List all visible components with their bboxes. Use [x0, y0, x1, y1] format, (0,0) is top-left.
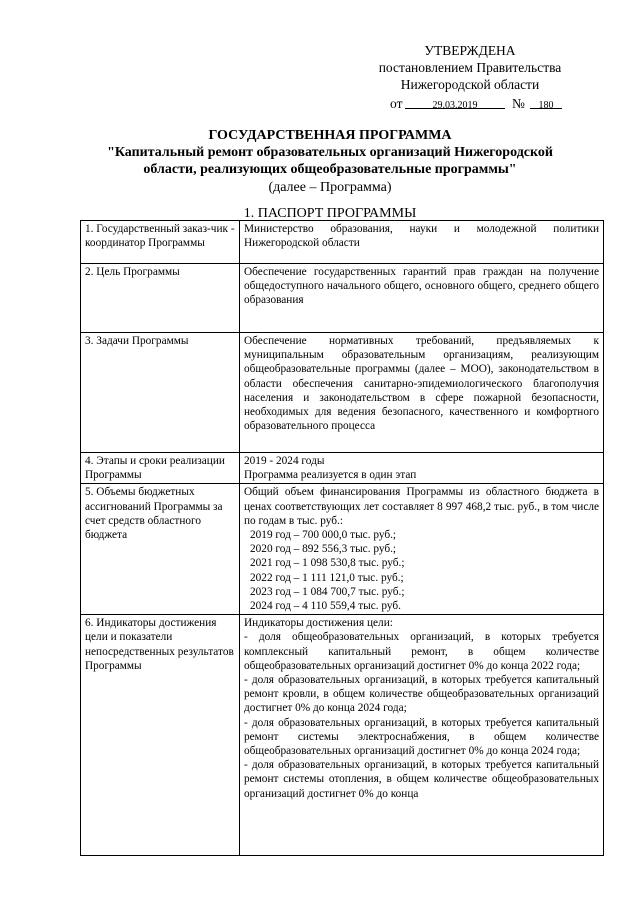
stage-text: Программа реализуется в один этап	[244, 469, 417, 482]
program-passport-table	[80, 220, 604, 856]
approved-label: УТВЕРЖДЕНА	[424, 43, 516, 58]
table-row	[81, 615, 604, 856]
row-label: 5. Объемы бюджетных ассигнований Программы за счет средств областного бюджета	[81, 484, 240, 615]
row-value	[240, 615, 604, 856]
section-title: 1. ПАСПОРТ ПРОГРАММЫ	[243, 206, 417, 221]
funding-year-item: 2021 год – 1 098 530,8 тыс. руб.;	[250, 557, 405, 570]
approval-stamp	[340, 42, 600, 110]
decree-number: 180	[538, 100, 554, 111]
indicator-item: - доля образовательных организаций, в которых требуется капитальный ремонт системы электроснабжения, в общем количестве общеобразовательных организаций достигнет 0% до конца 2024 года;	[244, 716, 599, 758]
row-value: Обеспечение государственных гарантий прав граждан на получение общедоступного начального общего, основного общего, среднего общего образования	[240, 264, 604, 333]
program-title-line-2: "Капитальный ремонт образовательных организаций Нижегородской	[107, 145, 553, 160]
program-subtitle: (далее – Программа)	[268, 180, 392, 195]
region-label: Нижегородской области	[400, 77, 540, 92]
program-title-line-1: ГОСУДАРСТВЕННАЯ ПРОГРАММА	[208, 128, 452, 143]
program-title-line-3: области, реализующих общеобразовательные программы"	[143, 162, 517, 177]
indicator-item: - доля общеобразовательных организаций, в которых требуется комплексный капитальный ремонт, в общем количестве общеобразовательных организаций достигнет 0% до конца 2022 года;	[244, 631, 599, 672]
row-value: Обеспечение нормативных требований, предъявляемых к муниципальным образовательным организациям, реализующим общеобразовательные программы (далее – МОО), законодательством в области обеспечения санитарно-эпидемиологического благополучия населения и законодательством в сфере пожарной безопасности, необходимых для ведения безопасного, качественного и комфортного образовательного процесса	[240, 333, 604, 453]
decree-date-field	[405, 93, 505, 109]
funding-year-item: 2023 год – 1 084 700,7 тыс. руб.;	[250, 585, 405, 598]
decree-date: 29.03.2019	[432, 100, 478, 111]
indicator-item: - доля образовательных организаций, в которых требуется капитальный ремонт кровли, в общем количестве общеобразовательных организаций достигнет 0% до конца 2024 года;	[244, 674, 599, 715]
row-value: Министерство образования, науки и молодежной политики Нижегородской области	[240, 221, 604, 264]
from-label: от	[390, 96, 403, 111]
funding-year-item: 2024 год – 4 110 559,4 тыс. руб.	[250, 600, 401, 613]
indicators-heading: Индикаторы достижения цели:	[244, 617, 393, 630]
period-text: 2019 - 2024 годы	[244, 455, 325, 467]
program-title	[60, 127, 600, 178]
table-row	[81, 333, 604, 453]
row-label: 2. Цель Программы	[81, 264, 240, 333]
indicator-item: - доля образовательных организаций, в которых требуется капитальный ремонт системы отопления, в общем количестве общеобразовательных организаций достигнет 0% до конца	[244, 759, 599, 800]
table-row	[81, 264, 604, 333]
decree-date-number-line	[340, 93, 600, 110]
decree-number-field	[530, 93, 562, 109]
funding-year-item: 2019 год – 700 000,0 тыс. руб.;	[250, 529, 397, 542]
row-label: 1. Государственный заказ-чик - координатор Программы	[81, 221, 240, 264]
row-label: 6. Индикаторы достижения цели и показатели непосредственных результатов Программы	[81, 615, 240, 856]
number-sign: №	[512, 96, 525, 111]
row-value	[240, 484, 604, 615]
row-value	[240, 453, 604, 484]
funding-intro: Общий объем финансирования Программы из областного бюджета в ценах соответствующих лет составляет 8 997 468,2 тыс. руб., в том числе по годам в тыс. руб.:	[244, 486, 599, 527]
row-label: 4. Этапы и сроки реализации Программы	[81, 453, 240, 484]
table-row	[81, 484, 604, 615]
funding-year-item: 2020 год – 892 556,3 тыс. руб.;	[250, 543, 397, 556]
table-row	[81, 453, 604, 484]
funding-year-item: 2022 год – 1 111 121,0 тыс. руб.;	[250, 571, 404, 584]
decree-label: постановлением Правительства	[378, 60, 562, 75]
table-row	[81, 221, 604, 264]
row-label: 3. Задачи Программы	[81, 333, 240, 453]
